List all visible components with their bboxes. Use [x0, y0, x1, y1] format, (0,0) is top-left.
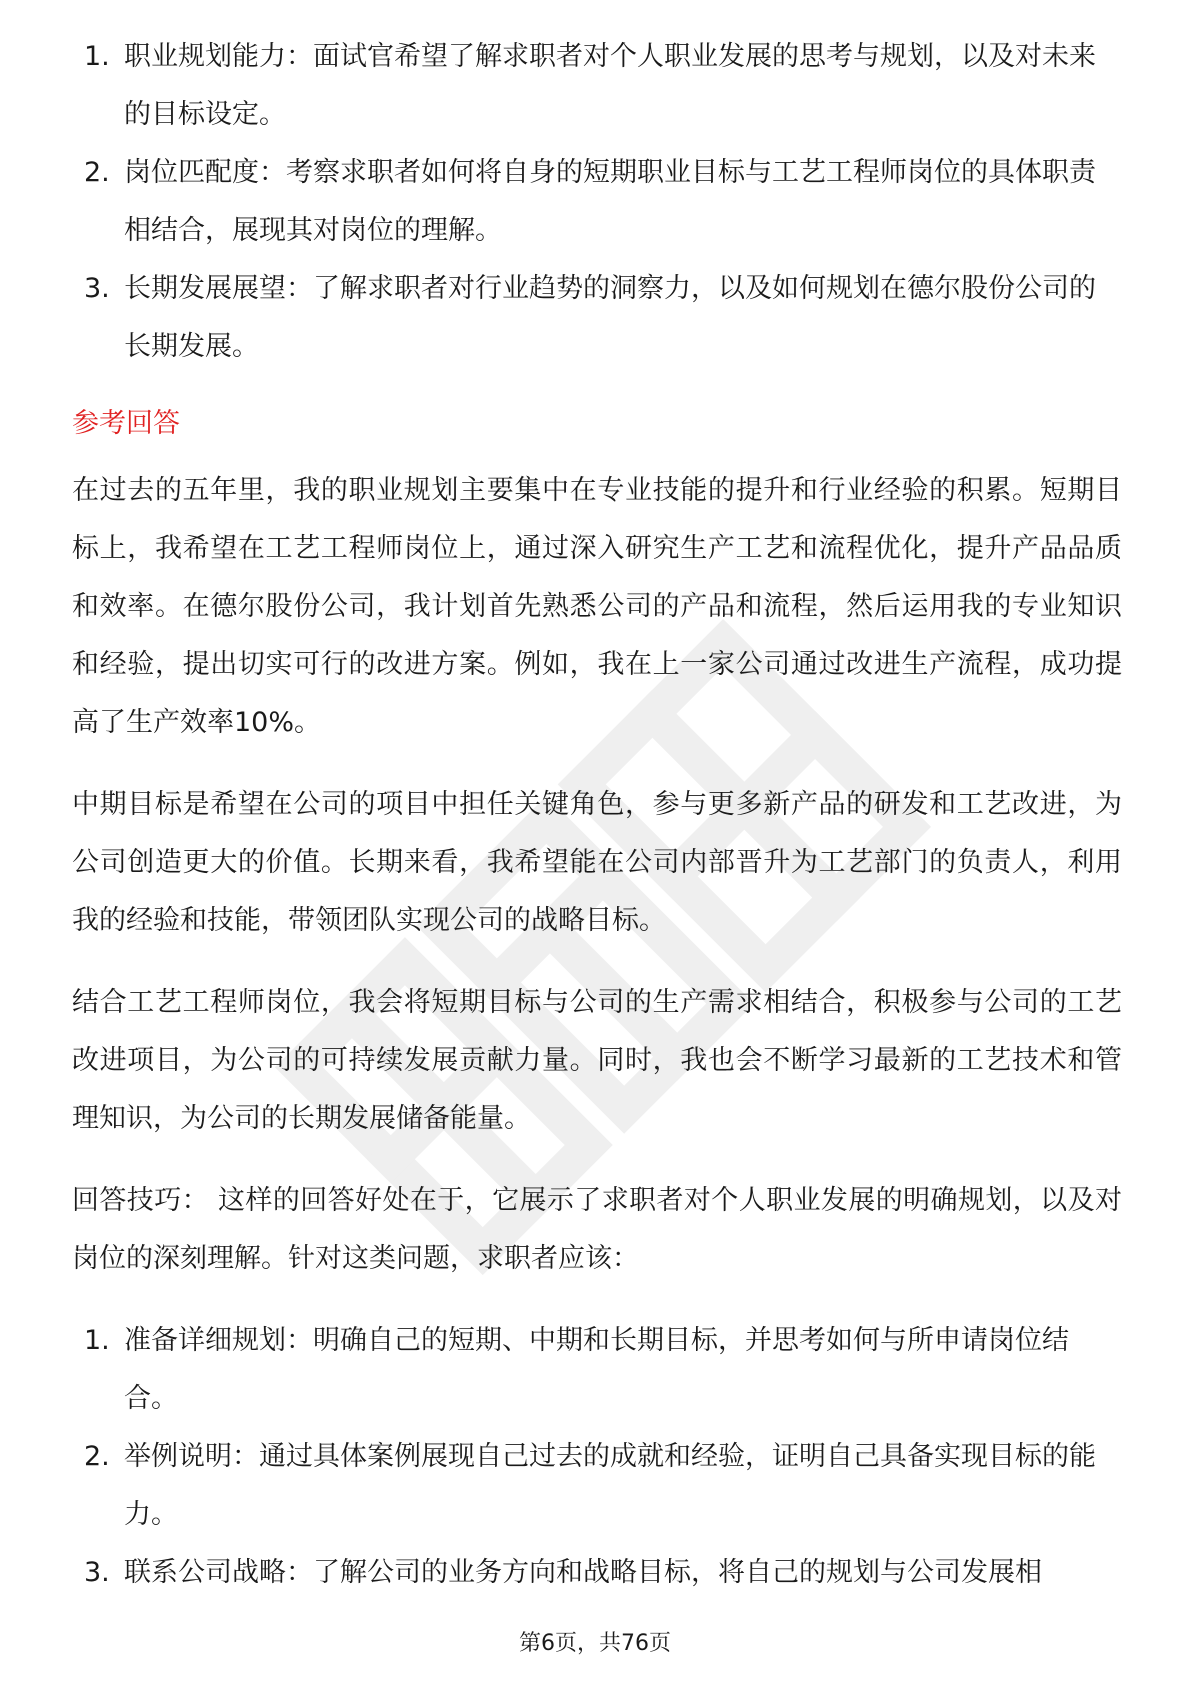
list-item-number: 1. [84, 41, 110, 72]
answer-tips-list [72, 1312, 1122, 1602]
list-item-number: 3. [84, 1557, 110, 1588]
answer-paragraph: 在过去的五年里，我的职业规划主要集中在专业技能的提升和行业经验的积累。短期目标上，我希望在工艺工程师岗位上，通过深入研究生产工艺和流程优化，提升产品品质和效率。在德尔股份公司，我计划首先熟悉公司的产品和流程，然后运用我的专业知识和经验，提出切实可行的改进方案。例如，我在上一家公司通过改进生产流程，成功提高了生产效率10%。 [72, 475, 1122, 738]
list-item [72, 1544, 1122, 1602]
list-item [72, 144, 1122, 260]
answer-paragraph: 中期目标是希望在公司的项目中担任关键角色，参与更多新产品的研发和工艺改进，为公司创造更大的价值。长期来看，我希望能在公司内部晋升为工艺部门的负责人，利用我的经验和技能，带领团队实现公司的战略目标。 [72, 789, 1122, 936]
list-item-number: 2. [84, 157, 110, 188]
list-item [72, 260, 1122, 376]
list-item-number: 3. [84, 273, 110, 304]
evaluation-points-list [72, 28, 1122, 376]
list-item-text: 联系公司战略：了解公司的业务方向和战略目标，将自己的规划与公司发展相 [124, 1557, 1042, 1588]
list-item-number: 2. [84, 1441, 110, 1472]
list-item [72, 28, 1122, 144]
list-item [72, 1312, 1122, 1428]
tips-intro-paragraph: 回答技巧： 这样的回答好处在于，它展示了求职者对个人职业发展的明确规划，以及对岗位的深刻理解。针对这类问题，求职者应该： [72, 1185, 1122, 1274]
list-item [72, 1428, 1122, 1544]
answer-paragraph: 结合工艺工程师岗位，我会将短期目标与公司的生产需求相结合，积极参与公司的工艺改进项目，为公司的可持续发展贡献力量。同时，我也会不断学习最新的工艺技术和管理知识，为公司的长期发展储备能量。 [72, 987, 1122, 1134]
list-item-text: 岗位匹配度：考察求职者如何将自身的短期职业目标与工艺工程师岗位的具体职责相结合，展现其对岗位的理解。 [124, 157, 1096, 246]
section-title: 参考回答 [72, 408, 180, 439]
list-item-text: 职业规划能力：面试官希望了解求职者对个人职业发展的思考与规划，以及对未来的目标设定。 [124, 41, 1096, 130]
list-item-number: 1. [84, 1325, 110, 1356]
list-item-text: 举例说明：通过具体案例展现自己过去的成就和经验，证明自己具备实现目标的能力。 [124, 1441, 1096, 1530]
page-content [72, 28, 1122, 1602]
list-item-text: 准备详细规划：明确自己的短期、中期和长期目标，并思考如何与所申请岗位结合。 [124, 1325, 1069, 1414]
list-item-text: 长期发展展望：了解求职者对行业趋势的洞察力，以及如何规划在德尔股份公司的长期发展。 [124, 273, 1096, 362]
page-number-footer: 第6页，共76页 [519, 1631, 671, 1656]
